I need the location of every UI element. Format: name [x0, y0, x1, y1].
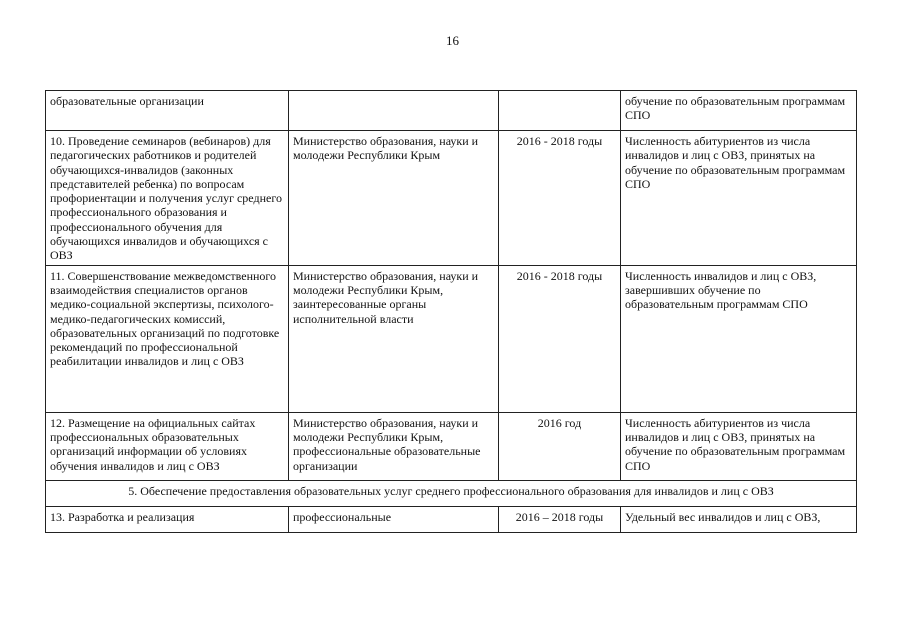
measure-cell: 11. Совершенствование межведомственного взаимодействия специалистов органов медико-социальной экспертизы, психолого-медико-педагогических комиссий, образовательных организаций по подготовке рекомендаций по профессиональной реабилитации инвалидов и лиц с ОВЗ: [46, 265, 289, 412]
section-heading: 5. Обеспечение предоставления образовательных услуг среднего профессионального образования для инвалидов и лиц с ОВЗ: [46, 480, 857, 506]
table-row: [46, 131, 857, 266]
measures-table: [45, 90, 857, 533]
measure-cell: 13. Разработка и реализация: [46, 506, 289, 532]
table-row: [46, 91, 857, 131]
executor-cell: Министерство образования, науки и молодежи Республики Крым: [289, 131, 499, 266]
page-number: 16: [446, 33, 459, 48]
indicator-cell: обучение по образовательным программам СПО: [621, 91, 857, 131]
measure-cell: 12. Размещение на официальных сайтах профессиональных образовательных организаций информации об условиях обучения инвалидов и лиц с ОВЗ: [46, 412, 289, 480]
executor-cell: [289, 91, 499, 131]
executor-cell: Министерство образования, науки и молодежи Республики Крым, профессиональные образовательные организации: [289, 412, 499, 480]
table-row: [46, 506, 857, 532]
period-cell: 2016 - 2018 годы: [499, 265, 621, 412]
executor-cell: Министерство образования, науки и молодежи Республики Крым, заинтересованные органы исполнительной власти: [289, 265, 499, 412]
indicator-cell: Численность инвалидов и лиц с ОВЗ, завершивших обучение по образовательным программам СПО: [621, 265, 857, 412]
table-row: [46, 412, 857, 480]
executor-cell: профессиональные: [289, 506, 499, 532]
period-cell: 2016 - 2018 годы: [499, 131, 621, 266]
indicator-cell: Численность абитуриентов из числа инвалидов и лиц с ОВЗ, принятых на обучение по образовательным программам СПО: [621, 412, 857, 480]
measure-cell: 10. Проведение семинаров (вебинаров) для педагогических работников и родителей обучающихся-инвалидов (законных представителей ребенка) по вопросам профориентации и получения услуг среднего профессионального образования и профессионального обучения для обучающихся инвалидов и обучающихся с ОВЗ: [46, 131, 289, 266]
period-cell: [499, 91, 621, 131]
period-cell: 2016 – 2018 годы: [499, 506, 621, 532]
indicator-cell: Удельный вес инвалидов и лиц с ОВЗ,: [621, 506, 857, 532]
period-cell: 2016 год: [499, 412, 621, 480]
measure-cell: образовательные организации: [46, 91, 289, 131]
table-row: [46, 265, 857, 412]
indicator-cell: Численность абитуриентов из числа инвалидов и лиц с ОВЗ, принятых на обучение по образовательным программам СПО: [621, 131, 857, 266]
section-heading-row: [46, 480, 857, 506]
